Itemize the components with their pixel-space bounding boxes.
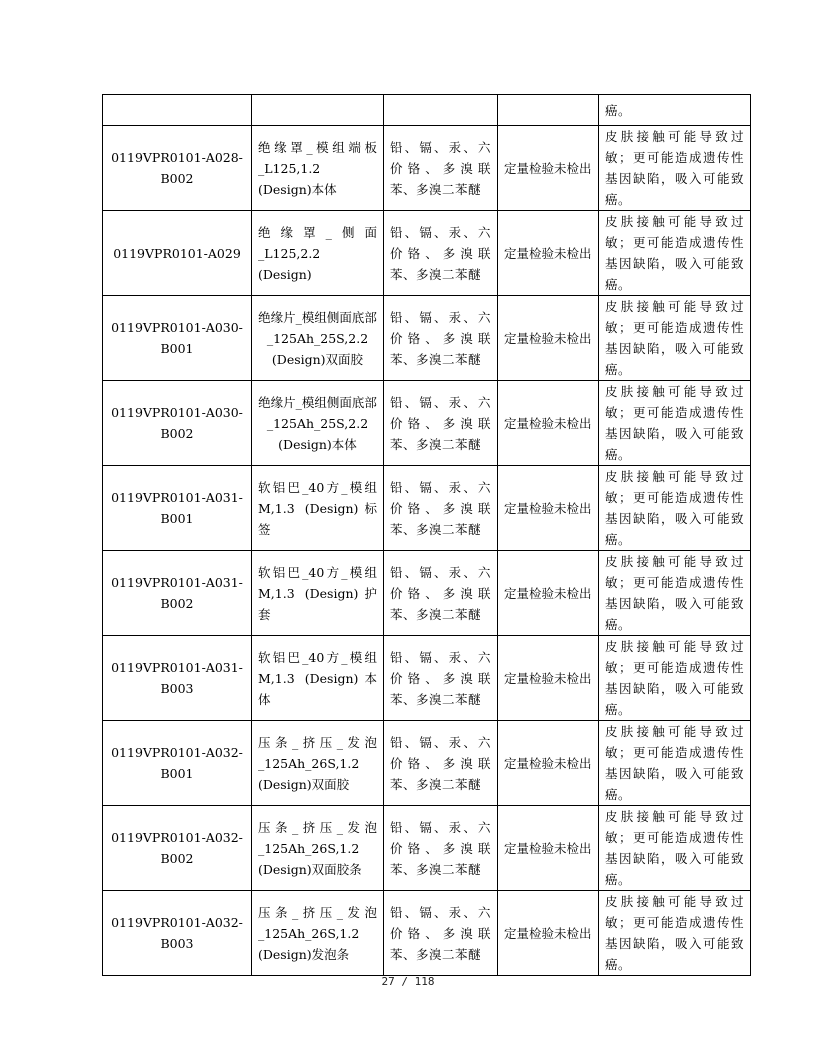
cell-name: 软铝巴_40方_模组M,1.3 (Design)本体 <box>252 636 384 721</box>
cell-substances: 铅、镉、汞、六价铬、多溴联苯、多溴二苯醚 <box>384 551 498 636</box>
table-row <box>103 126 751 211</box>
cell-id: 0119VPR0101-A032-B002 <box>103 806 252 891</box>
cell-result: 定量检验未检出 <box>498 126 599 211</box>
cell-name: 压条_挤压_发泡_125Ah_26S,1.2 (Design)双面胶 <box>252 721 384 806</box>
cell-risk: 皮肤接触可能导致过敏；更可能造成遗传性基因缺陷，吸入可能致癌。 <box>599 211 751 296</box>
cell-risk: 皮肤接触可能导致过敏；更可能造成遗传性基因缺陷，吸入可能致癌。 <box>599 296 751 381</box>
table-row <box>103 211 751 296</box>
table-row <box>103 721 751 806</box>
table-row <box>103 806 751 891</box>
cell-substances: 铅、镉、汞、六价铬、多溴联苯、多溴二苯醚 <box>384 891 498 976</box>
cell-substances: 铅、镉、汞、六价铬、多溴联苯、多溴二苯醚 <box>384 381 498 466</box>
cell-id <box>103 95 252 126</box>
cell-result: 定量检验未检出 <box>498 211 599 296</box>
table-row <box>103 551 751 636</box>
cell-id: 0119VPR0101-A030-B001 <box>103 296 252 381</box>
cell-result: 定量检验未检出 <box>498 296 599 381</box>
cell-result: 定量检验未检出 <box>498 551 599 636</box>
cell-name: 压条_挤压_发泡_125Ah_26S,1.2 (Design)发泡条 <box>252 891 384 976</box>
table-row <box>103 636 751 721</box>
table-row <box>103 466 751 551</box>
cell-risk: 皮肤接触可能导致过敏；更可能造成遗传性基因缺陷，吸入可能致癌。 <box>599 466 751 551</box>
cell-risk: 癌。 <box>599 95 751 126</box>
cell-substances: 铅、镉、汞、六价铬、多溴联苯、多溴二苯醚 <box>384 126 498 211</box>
cell-name: 软铝巴_40方_模组M,1.3 (Design)标签 <box>252 466 384 551</box>
cell-result: 定量检验未检出 <box>498 466 599 551</box>
cell-risk: 皮肤接触可能导致过敏；更可能造成遗传性基因缺陷，吸入可能致癌。 <box>599 381 751 466</box>
cell-name: 绝缘片_模组侧面底部_125Ah_25S,2.2 (Design)本体 <box>252 381 384 466</box>
page-number: 27 / 118 <box>381 975 435 988</box>
cell-id: 0119VPR0101-A030-B002 <box>103 381 252 466</box>
cell-substances: 铅、镉、汞、六价铬、多溴联苯、多溴二苯醚 <box>384 806 498 891</box>
cell-substances: 铅、镉、汞、六价铬、多溴联苯、多溴二苯醚 <box>384 721 498 806</box>
cell-id: 0119VPR0101-A028-B002 <box>103 126 252 211</box>
cell-substances: 铅、镉、汞、六价铬、多溴联苯、多溴二苯醚 <box>384 211 498 296</box>
cell-name: 软铝巴_40方_模组M,1.3 (Design)护套 <box>252 551 384 636</box>
cell-result: 定量检验未检出 <box>498 806 599 891</box>
cell-result <box>498 95 599 126</box>
cell-name <box>252 95 384 126</box>
cell-substances <box>384 95 498 126</box>
cell-name: 绝缘片_模组侧面底部_125Ah_25S,2.2 (Design)双面胶 <box>252 296 384 381</box>
cell-name: 绝缘罩_模组端板_L125,1.2 (Design)本体 <box>252 126 384 211</box>
cell-substances: 铅、镉、汞、六价铬、多溴联苯、多溴二苯醚 <box>384 466 498 551</box>
cell-id: 0119VPR0101-A031-B001 <box>103 466 252 551</box>
table-row <box>103 891 751 976</box>
cell-id: 0119VPR0101-A031-B003 <box>103 636 252 721</box>
table-row <box>103 296 751 381</box>
table-row <box>103 381 751 466</box>
cell-risk: 皮肤接触可能导致过敏；更可能造成遗传性基因缺陷，吸入可能致癌。 <box>599 891 751 976</box>
cell-substances: 铅、镉、汞、六价铬、多溴联苯、多溴二苯醚 <box>384 296 498 381</box>
cell-id: 0119VPR0101-A029 <box>103 211 252 296</box>
cell-id: 0119VPR0101-A032-B003 <box>103 891 252 976</box>
cell-risk: 皮肤接触可能导致过敏；更可能造成遗传性基因缺陷，吸入可能致癌。 <box>599 721 751 806</box>
cell-risk: 皮肤接触可能导致过敏；更可能造成遗传性基因缺陷，吸入可能致癌。 <box>599 636 751 721</box>
cell-result: 定量检验未检出 <box>498 721 599 806</box>
cell-id: 0119VPR0101-A032-B001 <box>103 721 252 806</box>
substance-table <box>102 94 751 976</box>
cell-risk: 皮肤接触可能导致过敏；更可能造成遗传性基因缺陷，吸入可能致癌。 <box>599 806 751 891</box>
cell-result: 定量检验未检出 <box>498 381 599 466</box>
cell-name: 绝缘罩_侧面_L125,2.2 (Design) <box>252 211 384 296</box>
cell-result: 定量检验未检出 <box>498 891 599 976</box>
cell-name: 压条_挤压_发泡_125Ah_26S,1.2 (Design)双面胶条 <box>252 806 384 891</box>
cell-risk: 皮肤接触可能导致过敏；更可能造成遗传性基因缺陷，吸入可能致癌。 <box>599 551 751 636</box>
table-row <box>103 95 751 126</box>
cell-risk: 皮肤接触可能导致过敏；更可能造成遗传性基因缺陷，吸入可能致癌。 <box>599 126 751 211</box>
cell-result: 定量检验未检出 <box>498 636 599 721</box>
cell-id: 0119VPR0101-A031-B002 <box>103 551 252 636</box>
cell-substances: 铅、镉、汞、六价铬、多溴联苯、多溴二苯醚 <box>384 636 498 721</box>
